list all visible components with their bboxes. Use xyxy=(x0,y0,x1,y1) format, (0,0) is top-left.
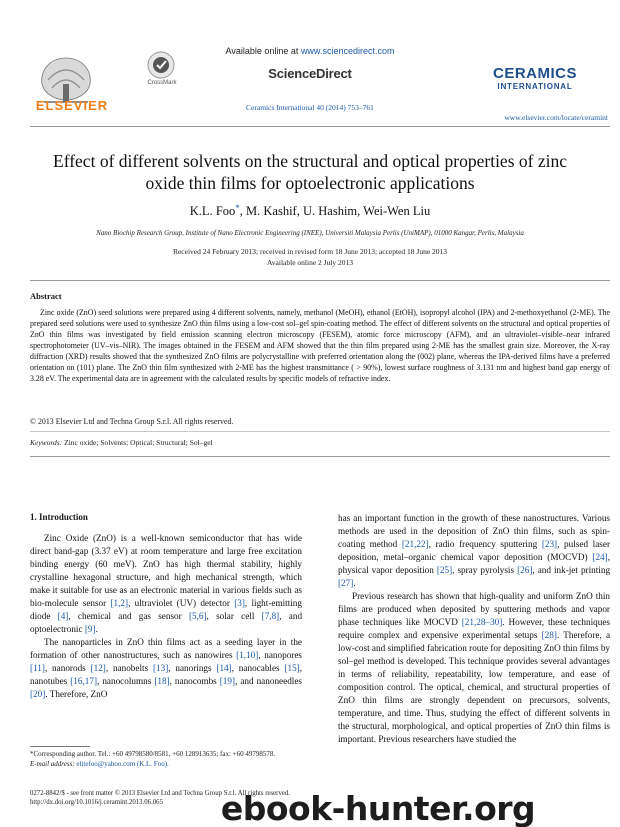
para-text: , solar cell xyxy=(206,611,255,621)
citation-link[interactable]: [11] xyxy=(30,663,45,673)
citation-link[interactable]: [9] xyxy=(84,624,96,634)
citation-link[interactable]: [14] xyxy=(216,663,232,673)
email-link[interactable]: elitefoo@yahoo.com (K.L. Foo). xyxy=(76,760,169,768)
citation-link[interactable]: [12] xyxy=(90,663,106,673)
para-text: , and nanoneedles xyxy=(235,676,302,686)
abstract-copyright: © 2013 Elsevier Ltd and Techna Group S.r.l. All rights reserved. xyxy=(30,417,234,426)
section-heading-introduction: 1. Introduction xyxy=(30,512,88,522)
para-text: , and ink-jet printing xyxy=(532,565,611,575)
para-text: , light-emitting diode xyxy=(30,598,302,621)
watermark: ebook-hunter.org xyxy=(220,789,536,827)
abstract-heading: Abstract xyxy=(30,291,62,301)
corresponding-author-footnote xyxy=(30,749,302,769)
author-foo: K.L. Foo xyxy=(189,204,236,218)
para-text: , physical vapor deposition xyxy=(338,552,611,575)
para-text: , chemical and gas sensor xyxy=(68,611,182,621)
footnote-divider xyxy=(30,746,90,747)
citation-link[interactable]: [4] xyxy=(57,611,69,621)
title-line-2: oxide thin films for optoelectronic applications xyxy=(145,173,475,193)
para-text: , radio frequency sputtering xyxy=(428,539,538,549)
citation-link[interactable]: [21,22] xyxy=(401,539,429,549)
citation-link[interactable]: [23] xyxy=(541,539,558,549)
journal-header xyxy=(0,0,620,130)
sciencedirect-link[interactable]: www.sciencedirect.com xyxy=(300,46,395,56)
citation-link[interactable]: [1,10] xyxy=(236,650,259,660)
corresponding-author-mark[interactable]: * xyxy=(235,203,240,213)
intro-paragraph-2 xyxy=(30,636,302,701)
intro-paragraph-3 xyxy=(338,512,610,590)
para-text: . xyxy=(95,624,98,634)
para-text: . Therefore, a low-cost and simplified fabrication route for depositing ZnO thin films by sol–gel method is developed. This technique provides several advantages in terms of reliability, repeatability, low temperature, and ease of composition control. The optical, chemical, and structural properties of ZnO thin films are strongly dependent on precursors, solvents, temperature, and time. Thus, studying the effect of different solvents in the structural, morphological, and optical properties of ZnO thin films is important. Previous researchers have studied the xyxy=(338,630,611,744)
abstract-divider xyxy=(30,456,610,457)
citation-link[interactable]: [5,6] xyxy=(188,611,207,621)
citation-link[interactable]: [19] xyxy=(219,676,236,686)
citation-link[interactable]: [21,28–30] xyxy=(461,617,503,627)
para-text: , ultraviolet (UV) detector xyxy=(128,598,230,608)
citation-link[interactable]: [28] xyxy=(541,630,557,640)
para-text: . Therefore, ZnO xyxy=(45,689,108,699)
para-text: , nanocolumns xyxy=(97,676,152,686)
received-dates: Received 24 February 2013; received in revised form 18 June 2013; accepted 18 June 2013 xyxy=(172,247,448,256)
citation-link[interactable]: [25] xyxy=(436,565,453,575)
right-column xyxy=(338,512,610,746)
footnote-email-line xyxy=(30,759,302,769)
para-text: , nanorings xyxy=(168,663,212,673)
article-title xyxy=(30,150,590,194)
para-text: , and optoelectronic xyxy=(30,611,303,634)
title-divider xyxy=(30,280,610,281)
intro-paragraph-1 xyxy=(30,532,302,636)
keywords-list: Zinc oxide; Solvents; Optical; Structural; Sol–gel xyxy=(64,438,213,447)
para-text: has an important function in the growth of these nanostructures. Various methods are used in the deposition of ZnO thin films, such as spin-coating method xyxy=(338,513,610,549)
email-label: E-mail address: xyxy=(30,760,75,768)
para-text: . However, these techniques require complex and expensive experimental setups xyxy=(338,617,610,640)
para-text: , nanotubes xyxy=(30,663,303,686)
keywords-divider xyxy=(30,431,610,432)
keywords-line xyxy=(30,438,610,447)
abstract-text: Zinc oxide (ZnO) seed solutions were prepared using 4 different solvents, namely, methanol (MeOH), ethanol (EtOH), isopropyl alcohol (IPA) and 2-methoxyethanol (2-ME). The prepared seed solutions were used to synthesize ZnO thin films using a low-cost sol–gel spin-coating method. The effect of different solvents on the structural and optical properties of ZnO thin films was investigated by field emission scanning electron microscopy (FESEM), atomic force microscopy (AFM), and an ultraviolet–visible–near infrared spectrophotometer (UV–vis–NIR). The images obtained in the FESEM and AFM showed that the thin film prepared using 2-ME has the smallest grain size. Moreover, the X-ray diffraction (XRD) results showed that the synthesized ZnO films are polycrystalline with preferred orientation along the (002) plane, whereas the IPA-derived films have a preferred orientation on (101) plane. The ZnO thin film synthesized with 2-ME has the highest transmittance ( > 90%), lowest surface roughness of 3.131 nm and highest band gap energy of 3.28 eV. The experimental data are in agreement with the calculated results by specific models of refractive index. xyxy=(30,308,610,383)
citation-link[interactable]: [16,17] xyxy=(70,676,98,686)
keywords-label: Keywords: xyxy=(30,438,63,447)
para-text: , nanocombs xyxy=(169,676,217,686)
para-text: The nanoparticles in ZnO thin films act as a seeding layer in the formation of other nanostructures, such as nanowires xyxy=(30,637,302,660)
journal-logo-title: CERAMICS xyxy=(492,65,577,82)
para-text: Zinc Oxide (ZnO) is a well-known semiconductor that has wide direct band-gap (3.37 eV) at room temperature and large free excitation binding energy (60 meV). ZnO has high thermal stability, highly crystalline hexagonal structure, and high mechanical strength, which make it suitable for use as an electronic material in various fields such as bio-molecule sensor xyxy=(30,533,302,608)
citation-link[interactable]: [3] xyxy=(234,598,245,608)
available-prefix: Available online at xyxy=(225,46,299,56)
sciencedirect-wordmark: ScienceDirect xyxy=(268,66,352,81)
journal-url-link[interactable]: www.elsevier.com/locate/ceramint xyxy=(504,113,608,122)
citation-link[interactable]: [18] xyxy=(154,676,170,686)
affiliation: Nano Biochip Research Group, Institute of Nano Electronic Engineering (INEE), Universiti Malaysia Perlis (UniMAP), 01000 Kangar, Perlis, Malaysia xyxy=(96,229,524,237)
citation-link[interactable]: [7,8] xyxy=(261,611,280,621)
para-text: Previous research has shown that high-quality and uniform ZnO thin films are produced when deposited by sputtering methods and vapor phase techniques like MOCVD xyxy=(338,591,610,627)
para-text: , spray pyrolysis xyxy=(452,565,515,575)
crossmark-icon[interactable] xyxy=(146,50,176,80)
citation-link[interactable]: [15] xyxy=(284,663,300,673)
journal-citation[interactable]: Ceramics International 40 (2014) 753–761 xyxy=(246,103,374,112)
para-text: , nanopores xyxy=(258,650,303,660)
para-text: , pulsed laser deposition, metal–organic chemical vapor deposition (MOCVD) xyxy=(338,539,610,562)
intro-paragraph-4 xyxy=(338,590,610,746)
para-text: . xyxy=(353,578,356,588)
elsevier-wordmark: ELSEVIER xyxy=(35,98,109,113)
article-dates xyxy=(30,246,590,268)
left-column xyxy=(30,532,302,701)
author-list xyxy=(30,203,590,219)
para-text: , nanobelts xyxy=(105,663,149,673)
crossmark-label: CrossMark xyxy=(147,80,177,86)
para-text: , nanocables xyxy=(231,663,280,673)
available-online-line xyxy=(180,46,440,56)
footnote-contact: *Corresponding author. Tel.: +60 49798580/8581, +60 128913635; fax: +60 49798578. xyxy=(30,750,276,758)
doi-link[interactable]: http://dx.doi.org/10.1016/j.ceramint.2013.06.065 xyxy=(30,799,163,806)
journal-logo-subtitle: INTERNATIONAL xyxy=(497,82,573,91)
citation-link[interactable]: [24] xyxy=(592,552,608,562)
citation-link[interactable]: [26] xyxy=(517,565,533,575)
citation-link[interactable]: [27] xyxy=(338,578,354,588)
other-authors: , M. Kashif, U. Hashim, Wei-Wen Liu xyxy=(239,204,431,218)
citation-link[interactable]: [20] xyxy=(30,689,46,699)
issn-line: 0272-8842/$ - see front matter © 2013 Elsevier Ltd and Techna Group S.r.l. All rights reserved. xyxy=(30,790,290,797)
online-date: Available online 2 July 2013 xyxy=(266,258,354,267)
title-line-1: Effect of different solvents on the structural and optical properties of zinc xyxy=(53,151,567,171)
para-text: , nanorods xyxy=(44,663,86,673)
citation-link[interactable]: [13] xyxy=(152,663,169,673)
header-divider xyxy=(30,126,610,127)
citation-link[interactable]: [1,2] xyxy=(110,598,129,608)
